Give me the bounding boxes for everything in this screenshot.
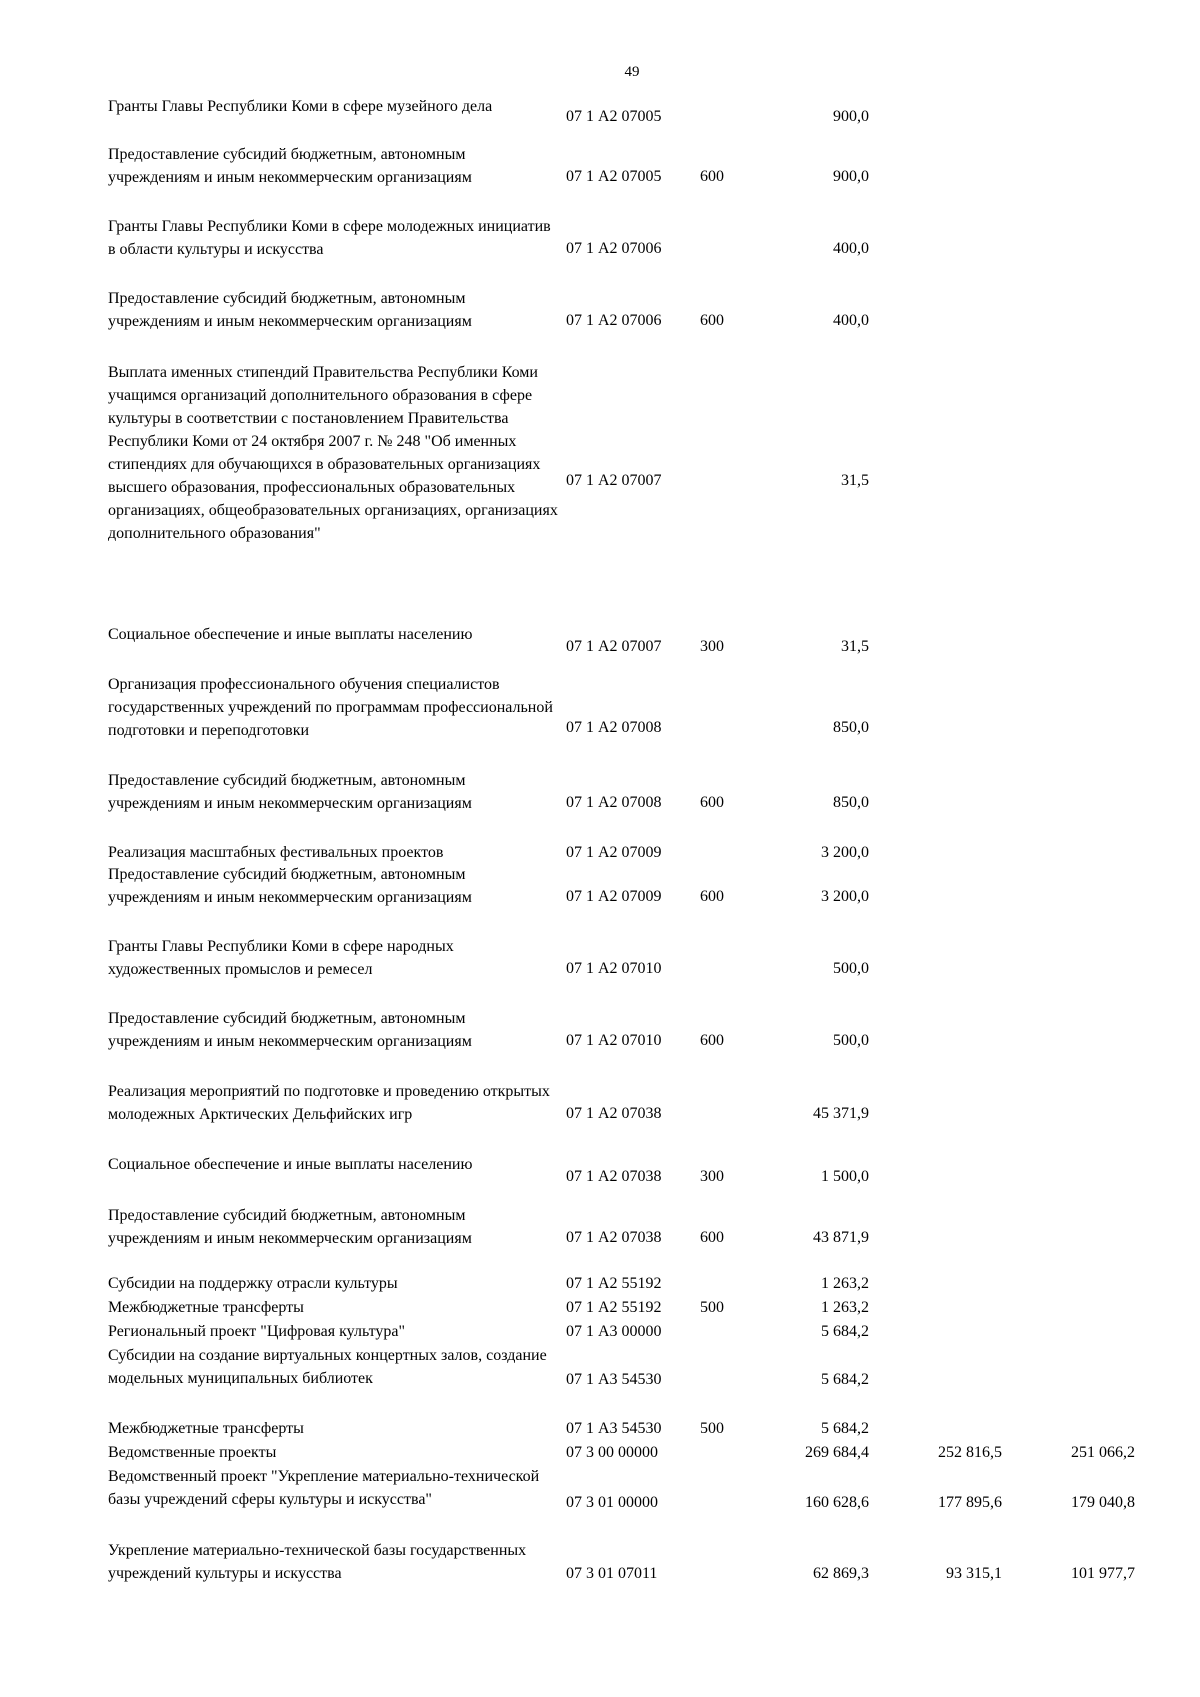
row-amount-2: 252 816,5 (938, 1444, 1002, 1461)
row-code: 07 1 А2 07007 (566, 472, 662, 489)
row-expense-type: 500 (700, 1299, 724, 1316)
row-amount-1: 850,0 (833, 794, 869, 811)
row-amount-1: 5 684,2 (821, 1371, 869, 1388)
row-amount-1: 160 628,6 (805, 1494, 869, 1511)
row-name: Межбюджетные трансферты (108, 1299, 304, 1316)
row-code: 07 1 А2 07010 (566, 1032, 662, 1049)
row-expense-type: 600 (700, 1229, 724, 1246)
row-expense-type: 600 (700, 168, 724, 185)
row-code: 07 1 А2 07038 (566, 1168, 662, 1185)
row-amount-1: 62 869,3 (813, 1565, 869, 1582)
row-expense-type: 600 (700, 312, 724, 329)
row-name: Предоставление субсидий бюджетным, автономным учреждениям и иным некоммерческим организациям (108, 146, 472, 186)
row-code: 07 1 А2 55192 (566, 1299, 662, 1316)
row-name: Гранты Главы Республики Коми в сфере молодежных инициатив в области культуры и искусства (108, 218, 551, 258)
row-code: 07 1 А2 07009 (566, 844, 662, 861)
row-name: Региональный проект "Цифровая культура" (108, 1323, 406, 1340)
row-amount-1: 43 871,9 (813, 1229, 869, 1246)
row-amount-1: 3 200,0 (821, 888, 869, 905)
row-code: 07 1 А2 07008 (566, 794, 662, 811)
row-name: Предоставление субсидий бюджетным, автономным учреждениям и иным некоммерческим организациям (108, 1010, 472, 1050)
row-amount-2: 93 315,1 (946, 1565, 1002, 1582)
row-expense-type: 300 (700, 1168, 724, 1185)
page-number: 49 (624, 64, 640, 80)
row-amount-3: 251 066,2 (1071, 1444, 1135, 1461)
row-amount-1: 1 263,2 (821, 1299, 869, 1316)
row-name: Межбюджетные трансферты (108, 1420, 304, 1437)
row-amount-1: 269 684,4 (805, 1444, 869, 1461)
row-amount-1: 850,0 (833, 719, 869, 736)
row-name: Реализация мероприятий по подготовке и проведению открытых молодежных Арктических Дельфийских игр (108, 1083, 550, 1123)
row-amount-1: 400,0 (833, 312, 869, 329)
row-code: 07 1 А3 54530 (566, 1420, 662, 1437)
row-name: Субсидии на создание виртуальных концертных залов, создание модельных муниципальных библиотек (108, 1347, 547, 1387)
row-amount-1: 500,0 (833, 1032, 869, 1049)
row-code: 07 1 А2 55192 (566, 1275, 662, 1292)
row-code: 07 1 А2 07005 (566, 108, 662, 125)
row-amount-1: 5 684,2 (821, 1323, 869, 1340)
row-code: 07 1 А2 07006 (566, 312, 662, 329)
row-name: Выплата именных стипендий Правительства Республики Коми учащимся организаций дополнительного образования в сфере культуры в соответствии с постановлением Правительства Республики Коми от 24 октября 2007 г. № 248 "Об именных стипендиях для обучающихся в образовательных организациях высшего образования, профессиональных образовательных организациях, общеобразовательных организациях, организациях дополнительного образования" (108, 364, 558, 542)
row-name: Организация профессионального обучения специалистов государственных учреждений по программам профессиональной подготовки и переподготовки (108, 676, 553, 739)
row-expense-type: 300 (700, 638, 724, 655)
row-amount-1: 31,5 (841, 638, 869, 655)
row-amount-1: 1 500,0 (821, 1168, 869, 1185)
row-name: Гранты Главы Республики Коми в сфере музейного дела (108, 98, 493, 115)
row-amount-1: 1 263,2 (821, 1275, 869, 1292)
row-code: 07 1 А2 07008 (566, 719, 662, 736)
row-name: Укрепление материально-технической базы государственных учреждений культуры и искусства (108, 1542, 527, 1582)
row-amount-1: 5 684,2 (821, 1420, 869, 1437)
row-expense-type: 600 (700, 888, 724, 905)
row-name: Субсидии на поддержку отрасли культуры (108, 1275, 398, 1292)
row-name: Предоставление субсидий бюджетным, автономным учреждениям и иным некоммерческим организациям (108, 1207, 472, 1247)
row-name: Предоставление субсидий бюджетным, автономным учреждениям и иным некоммерческим организациям (108, 772, 472, 812)
row-name: Предоставление субсидий бюджетным, автономным учреждениям и иным некоммерческим организациям (108, 290, 472, 330)
row-name: Гранты Главы Республики Коми в сфере народных художественных промыслов и ремесел (108, 938, 454, 978)
row-name: Предоставление субсидий бюджетным, автономным учреждениям и иным некоммерческим организациям (108, 866, 472, 906)
row-code: 07 1 А2 07007 (566, 638, 662, 655)
row-amount-1: 31,5 (841, 472, 869, 489)
row-code: 07 1 А2 07038 (566, 1229, 662, 1246)
row-code: 07 1 А3 54530 (566, 1371, 662, 1388)
row-name: Ведомственные проекты (108, 1444, 277, 1461)
row-code: 07 1 А2 07038 (566, 1105, 662, 1122)
row-name: Социальное обеспечение и иные выплаты населению (108, 626, 473, 643)
row-code: 07 1 А2 07005 (566, 168, 662, 185)
row-expense-type: 600 (700, 1032, 724, 1049)
row-amount-1: 900,0 (833, 168, 869, 185)
row-code: 07 1 А2 07010 (566, 960, 662, 977)
row-amount-1: 45 371,9 (813, 1105, 869, 1122)
row-code: 07 1 А2 07009 (566, 888, 662, 905)
row-expense-type: 600 (700, 794, 724, 811)
row-name: Реализация масштабных фестивальных проектов (108, 844, 444, 861)
row-name: Ведомственный проект "Укрепление материально-технической базы учреждений сферы культуры и искусства" (108, 1468, 540, 1508)
row-amount-1: 400,0 (833, 240, 869, 257)
row-name: Социальное обеспечение и иные выплаты населению (108, 1156, 473, 1173)
row-amount-2: 177 895,6 (938, 1494, 1002, 1511)
row-expense-type: 500 (700, 1420, 724, 1437)
row-code: 07 1 А3 00000 (566, 1323, 662, 1340)
row-code: 07 3 01 07011 (566, 1565, 658, 1582)
row-code: 07 3 01 00000 (566, 1494, 658, 1511)
row-amount-3: 179 040,8 (1071, 1494, 1135, 1511)
row-amount-3: 101 977,7 (1071, 1565, 1135, 1582)
row-amount-1: 900,0 (833, 108, 869, 125)
row-amount-1: 3 200,0 (821, 844, 869, 861)
row-code: 07 1 А2 07006 (566, 240, 662, 257)
row-amount-1: 500,0 (833, 960, 869, 977)
row-code: 07 3 00 00000 (566, 1444, 658, 1461)
